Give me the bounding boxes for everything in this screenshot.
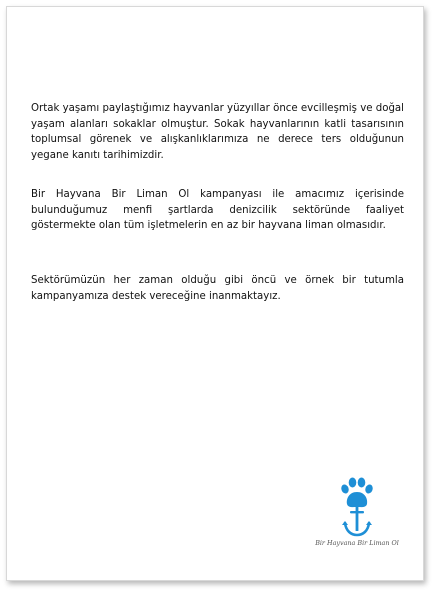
campaign-logo	[307, 477, 407, 557]
paw-anchor-icon	[339, 477, 375, 539]
letter-page	[6, 6, 424, 581]
paragraph-2: Bir Hayvana Bir Liman Ol kampanyası ile amacımız içerisinde bulunduğumuz menfi şartlarda denizcilik sektöründe faaliyet göstermekte olan tüm işletmelerin en az bir hayvana liman olmasıdır.	[31, 189, 404, 232]
paragraph-3: Sektörümüzün her zaman olduğu gibi öncü ve örnek bir tutumla kampanyamıza destek vereceğine inanmaktayız.	[31, 275, 404, 302]
paragraph-1: Ortak yaşamı paylaştığımız hayvanlar yüzyıllar önce evcilleşmiş ve doğal yaşam alanları sokaklar olmuştur. Sokak hayvanlarının katli tasarısının toplumsal görenek ve alışkanlıklarımıza ne derece ters olduğunun yegane kanıtı tarihimizdir.	[31, 103, 404, 161]
logo-text: Bir Hayvana Bir Liman Ol	[315, 539, 399, 547]
